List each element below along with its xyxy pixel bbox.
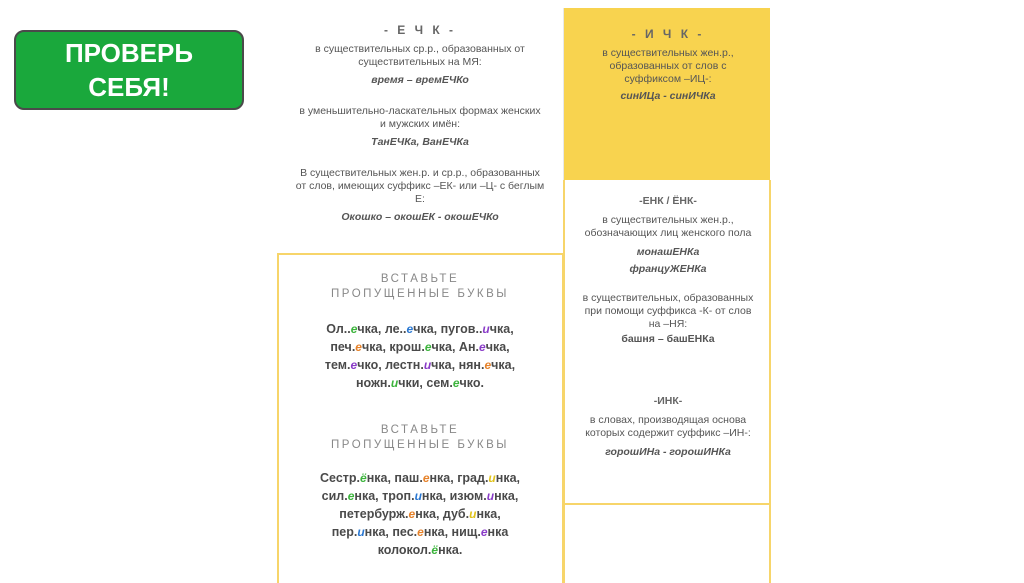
ichk-example: синИЦа - синИЧКа	[620, 90, 716, 102]
ichk-rule: в существительных жен.р., образованных от слов с суффиксом –ИЦ-:	[602, 47, 734, 85]
ink-example: горошИНа - горошИНКа	[605, 446, 731, 458]
inserted-letter: е	[424, 340, 432, 354]
task-1-body	[285, 320, 555, 392]
task-1-line-1: Ол..ечка, ле..ечка, пугов..ичка,	[326, 322, 514, 336]
enk-example-2: башня – башЕНКа	[621, 333, 715, 345]
task-2-line-4: пер.инка, пес.енка, нищ.енка	[331, 525, 509, 539]
inserted-letter: е	[408, 507, 416, 521]
enk-section	[580, 195, 756, 346]
check-yourself-badge[interactable]	[14, 30, 244, 110]
task-2-line-1: Сестр.ёнка, паш.енка, град.инка,	[320, 471, 520, 485]
echk-rule-1: в существительных ср.р., образованных от существительных на МЯ:	[315, 43, 525, 68]
inserted-letter: и	[488, 471, 496, 485]
badge-line-2: СЕБЯ!	[88, 72, 170, 102]
inserted-letter: и	[423, 358, 432, 372]
task-1	[285, 272, 555, 392]
task-1-line-3: тем.ечко, лестн.ичка, нян.ечка,	[324, 358, 516, 372]
inserted-letter: е	[406, 322, 414, 336]
task-1-line-2: печ.ечка, крош.ечка, Ан.ечка,	[330, 340, 510, 354]
inserted-letter: е	[422, 471, 430, 485]
echk-rule-2: в уменьшительно-ласкательных формах женских и мужских имён:	[299, 105, 541, 130]
inserted-letter: и	[414, 489, 422, 503]
inserted-letter: ё	[431, 543, 439, 557]
echk-example-1: время – времЕЧКо	[371, 74, 469, 86]
ink-title: -ИНК-	[653, 395, 683, 407]
inserted-letter: е	[479, 340, 486, 354]
inserted-letter: е	[452, 376, 460, 390]
enk-rule-2: в существительных, образованных при помощи суффикса -К- от слов на –НЯ:	[582, 292, 754, 330]
task-1-line-4: ножн.ички, сем.ечко.	[355, 376, 485, 390]
task-2-line-5: колокол.ёнка.	[377, 543, 463, 557]
task-2-line-3: петербурж.енка, дуб.инка,	[339, 507, 501, 521]
enk-example-1b: француЖЕНКа	[629, 263, 707, 275]
inserted-letter: и	[469, 507, 477, 521]
ink-section	[580, 395, 756, 459]
ichk-section	[580, 28, 756, 103]
inserted-letter: е	[417, 525, 424, 539]
ichk-title: - И Ч К -	[631, 27, 705, 41]
inserted-letter: и	[482, 322, 490, 336]
inserted-letter: и	[390, 376, 399, 390]
task-2-title-1: ВСТАВЬТЕ	[380, 424, 460, 436]
echk-section	[295, 24, 545, 224]
echk-rule-3: В существительных жен.р. и ср.р., образованных от слов, имеющих суффикс –ЕК- или –Ц- с беглым Е:	[295, 167, 545, 205]
inserted-letter: ё	[360, 471, 367, 485]
inserted-letter: и	[486, 489, 495, 503]
empty-box	[563, 503, 771, 583]
enk-title: -ЕНК / ЁНК-	[639, 195, 697, 207]
ink-rule: в словах, производящая основа которых содержит суффикс –ИН-:	[585, 414, 751, 439]
inserted-letter: е	[350, 322, 358, 336]
task-2	[285, 423, 555, 559]
inserted-letter: и	[357, 525, 365, 539]
enk-example-1a: монашЕНКа	[636, 246, 700, 258]
inserted-letter: е	[480, 525, 488, 539]
inserted-letter: е	[484, 358, 492, 372]
inserted-letter: е	[347, 489, 355, 503]
echk-title: - Е Ч К -	[383, 23, 457, 37]
badge-line-1: ПРОВЕРЬ	[64, 38, 194, 68]
echk-example-2: ТанЕЧКа, ВанЕЧКа	[371, 136, 469, 148]
task-1-title-2: ПРОПУЩЕННЫЕ БУКВЫ	[331, 288, 509, 300]
inserted-letter: е	[355, 340, 362, 354]
inserted-letter: е	[350, 358, 358, 372]
task-2-line-2: сил.енка, троп.инка, изюм.инка,	[321, 489, 519, 503]
task-2-title-2: ПРОПУЩЕННЫЕ БУКВЫ	[331, 439, 509, 451]
task-1-title-1: ВСТАВЬТЕ	[380, 273, 460, 285]
task-2-body	[285, 469, 555, 559]
enk-rule-1: в существительных жен.р., обозначающих лиц женского пола	[584, 214, 752, 239]
echk-example-3: Окошко – окошЕК - окошЕЧКо	[341, 211, 499, 223]
